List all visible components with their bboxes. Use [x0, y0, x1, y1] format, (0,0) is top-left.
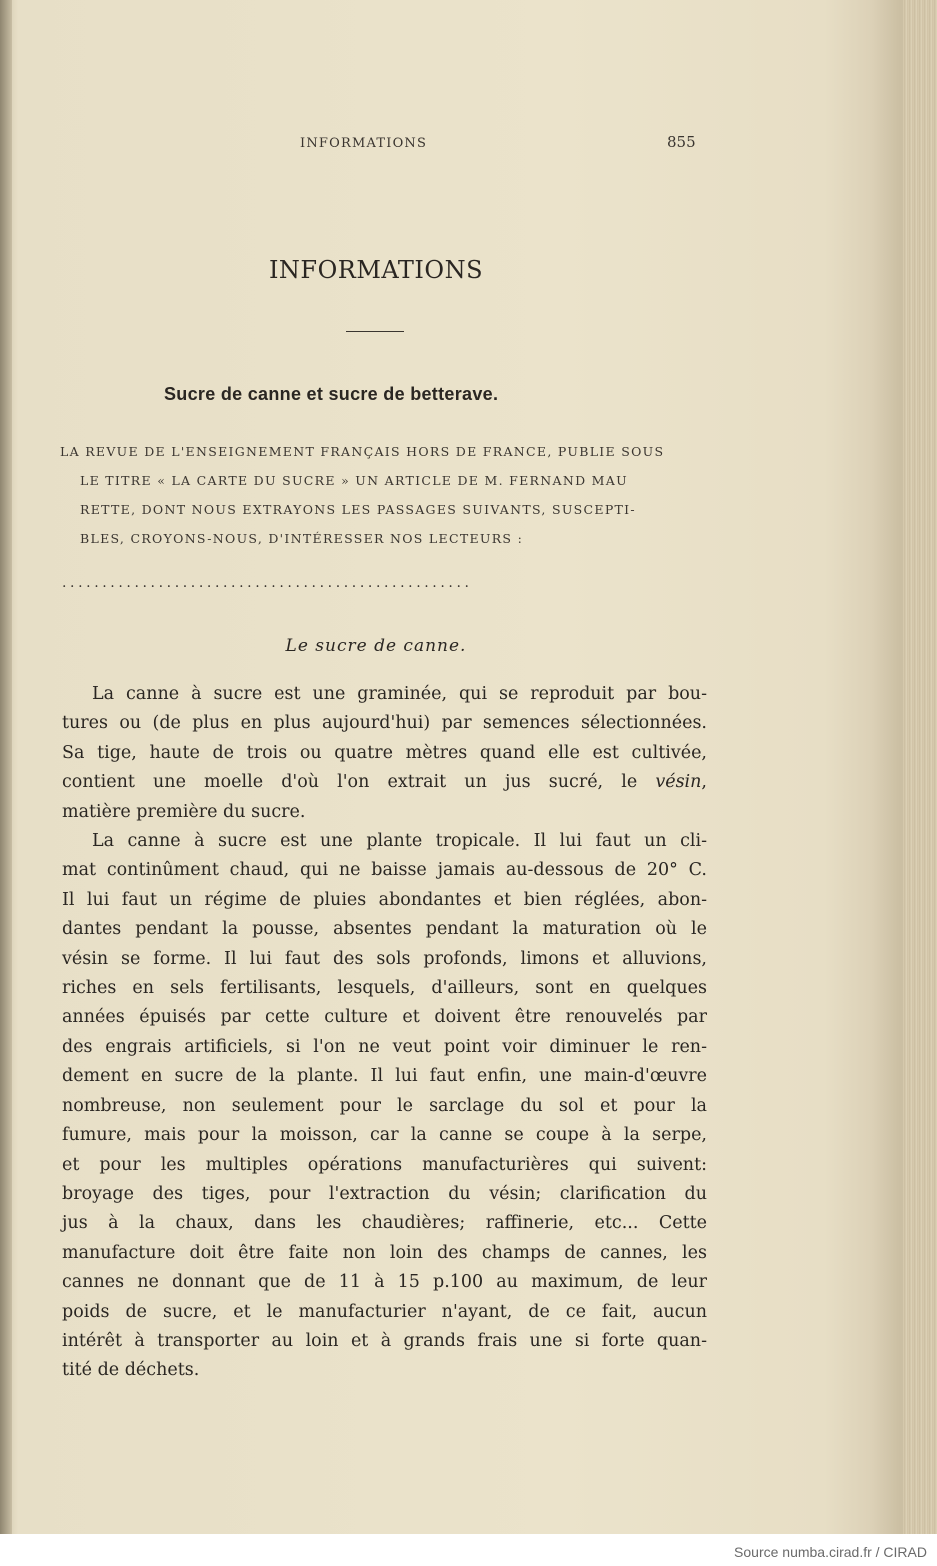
subheading: Le sucre de canne.: [285, 636, 467, 656]
paragraph-line: riches en sels fertilisants, lesquels, d'ailleurs, sont en quelques: [62, 978, 707, 999]
intro-line: LE TITRE « LA CARTE DU SUCRE » UN ARTICLE DE M. FERNAND MAU: [80, 473, 628, 488]
paragraph-line: années épuisés par cette culture et doivent être renouvelés par: [62, 1007, 707, 1028]
page-edges: [903, 0, 937, 1534]
paragraph-line: La canne à sucre est une graminée, qui se reproduit par bou-: [92, 684, 707, 704]
paragraph-line: La canne à sucre est une plante tropicale. Il lui faut un cli-: [92, 831, 707, 852]
paragraph-line: intérêt à transporter au loin et à grands frais une si forte quan-: [62, 1330, 707, 1351]
intro-paragraph: [60, 437, 700, 553]
emphasis-term: vésin: [655, 772, 702, 793]
paragraph-line: broyage des tiges, pour l'extraction du vésin; clarification du: [62, 1183, 707, 1204]
intro-line: RETTE, DONT NOUS EXTRAYONS LES PASSAGES SUIVANTS, SUSCEPTI-: [80, 502, 636, 517]
paragraph-line: Il lui faut un régime de pluies abondantes et bien réglées, abon-: [62, 889, 707, 910]
paragraph-line: poids de sucre, et le manufacturier n'ayant, de ce fait, aucun: [62, 1301, 707, 1322]
body-text: [62, 680, 707, 1386]
book-gutter: [0, 0, 12, 1534]
paragraph-line: des engrais artificiels, si l'on ne veut point voir diminuer le ren-: [62, 1036, 707, 1057]
title-rule: [346, 331, 404, 332]
running-head: INFORMATIONS: [300, 136, 428, 151]
paragraph-line: vésin se forme. Il lui faut des sols profonds, limons et alluvions,: [62, 948, 707, 969]
paragraph-line: jus à la chaux, dans les chaudières; raffinerie, etc... Cette: [62, 1213, 707, 1234]
page-number: 855: [667, 133, 696, 151]
paragraph-line: et pour les multiples opérations manufacturières qui suivent:: [62, 1154, 707, 1175]
page-title: INFORMATIONS: [268, 256, 484, 284]
paragraph-line: dement en sucre de la plante. Il lui faut enfin, une main-d'œuvre: [62, 1066, 707, 1087]
paragraph-line: Sa tige, haute de trois ou quatre mètres quand elle est cultivée,: [62, 742, 707, 763]
section-title: Sucre de canne et sucre de betterave.: [164, 384, 499, 404]
source-credit: Source numba.cirad.fr / CIRAD: [734, 1544, 927, 1560]
paragraph-line: dantes pendant la pousse, absentes pendant la maturation où le: [62, 919, 707, 940]
paragraph-line: manufacture doit être faite non loin des champs de cannes, les: [62, 1242, 707, 1263]
paragraph-line: tité de déchets.: [62, 1360, 200, 1381]
dotted-separator: ...................................................: [62, 575, 473, 591]
paragraph-line: fumure, mais pour la moisson, car la canne se coupe à la serpe,: [62, 1125, 707, 1146]
paragraph-line: contient une moelle d'où l'on extrait un jus sucré, le vésin,: [62, 772, 707, 793]
intro-line: BLES, CROYONS-NOUS, D'INTÉRESSER NOS LECTEURS :: [80, 531, 524, 546]
paragraph-line: cannes ne donnant que de 11 à 15 p.100 au maximum, de leur: [62, 1272, 707, 1293]
paragraph-line: nombreuse, non seulement pour le sarclage du sol et pour la: [62, 1095, 707, 1116]
intro-line: LA REVUE DE L'ENSEIGNEMENT FRANÇAIS HORS DE FRANCE, PUBLIE SOUS: [60, 444, 665, 459]
paragraph-line: matière première du sucre.: [62, 801, 306, 822]
paragraph-line: tures ou (de plus en plus aujourd'hui) par semences sélectionnées.: [62, 713, 707, 734]
paragraph-line: mat continûment chaud, qui ne baisse jamais au-dessous de 20° C.: [62, 860, 707, 881]
